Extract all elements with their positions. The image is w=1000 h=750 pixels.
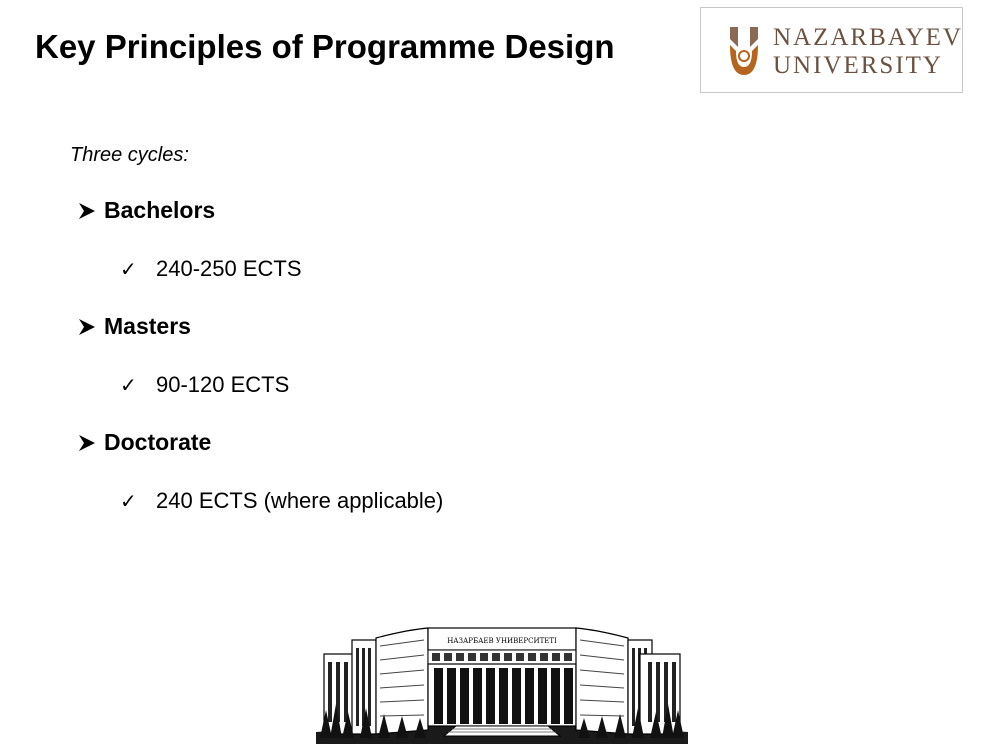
cycle-credits-doctorate bbox=[120, 488, 443, 514]
building-sign: НАЗАРБАЕВ УНИВЕРСИТЕТІ bbox=[447, 637, 557, 645]
university-building-illustration bbox=[316, 620, 688, 744]
cycle-item-bachelors bbox=[70, 197, 215, 224]
arrowhead-bullet-icon bbox=[70, 317, 104, 337]
cycle-name: Masters bbox=[104, 313, 191, 339]
cycle-item-masters bbox=[70, 313, 191, 340]
cycle-credits-bachelors bbox=[120, 256, 302, 282]
cycle-credits: 240-250 ECTS bbox=[156, 256, 302, 281]
cycle-item-doctorate bbox=[70, 429, 211, 456]
logo-text-line2: UNIVERSITY bbox=[773, 52, 943, 79]
checkmark-icon: ✓ bbox=[120, 490, 137, 513]
arrowhead-bullet-icon bbox=[70, 201, 104, 221]
intro-text: Three cycles: bbox=[70, 144, 189, 166]
slide-title: Key Principles of Programme Design bbox=[35, 28, 615, 65]
cycle-credits: 90-120 ECTS bbox=[156, 372, 290, 397]
cycle-name: Doctorate bbox=[104, 429, 212, 455]
university-emblem-icon bbox=[728, 25, 760, 77]
logo-text-line1: NAZARBAYEV bbox=[773, 24, 963, 51]
checkmark-icon: ✓ bbox=[120, 374, 137, 397]
arrowhead-bullet-icon bbox=[70, 433, 104, 453]
cycle-name: Bachelors bbox=[104, 197, 216, 223]
cycle-credits-masters bbox=[120, 372, 289, 398]
checkmark-icon: ✓ bbox=[120, 258, 137, 281]
university-logo bbox=[700, 7, 963, 93]
cycle-credits: 240 ECTS (where applicable) bbox=[156, 488, 444, 513]
